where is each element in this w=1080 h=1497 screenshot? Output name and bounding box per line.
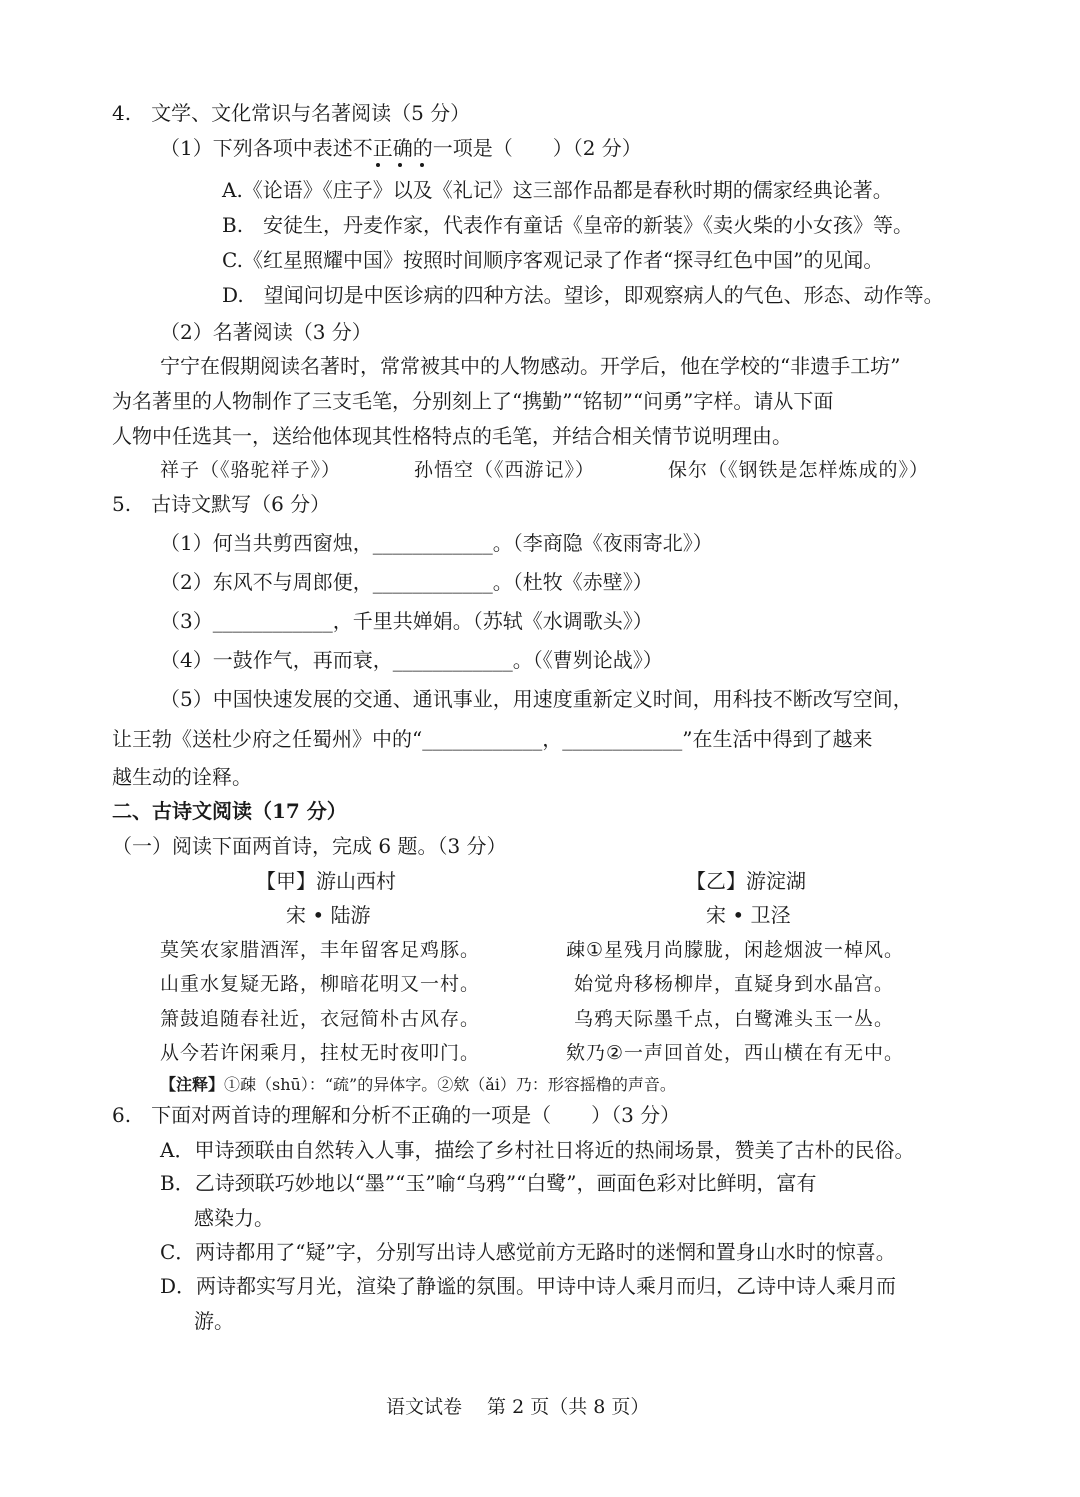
q5-item-1: （1）何当共剪西窗烛，____________。（李商隐《夜雨寄北》） xyxy=(160,531,713,555)
emphasis-dot xyxy=(398,163,402,167)
q5-item-2: （2）东风不与周郎便，____________。（杜牧《赤壁》） xyxy=(160,570,653,594)
q6-option-a: A．甲诗颈联由自然转入人事，描绘了乡村社日将近的热闹场景，赞美了古朴的民俗。 xyxy=(160,1138,915,1162)
q4-para-line: 为名著里的人物制作了三支毛笔，分别刻上了“携勤”“铭韧”“问勇”字样。请从下面 xyxy=(112,389,834,413)
q4-option-b: B. 安徒生，丹麦作家，代表作有童话《皇帝的新装》《卖火柴的小女孩》等。 xyxy=(222,213,914,237)
emphasis-dot xyxy=(420,163,424,167)
poem-a-line: 莫笑农家腊酒浑，丰年留客足鸡豚。 xyxy=(160,939,481,961)
q4-para-line: 宁宁在假期阅读名著时，常常被其中的人物感动。开学后，他在学校的“非遗手工坊” xyxy=(160,354,901,378)
q5-item-4: （4）一鼓作气，再而衰，____________。（《曹刿论战》） xyxy=(160,648,663,672)
q6-option-d: D．两诗都实写月光，渲染了静谧的氛围。甲诗中诗人乘月而归，乙诗中诗人乘月而 xyxy=(160,1274,897,1298)
q5-title: 5. 古诗文默写（6 分） xyxy=(112,492,331,516)
q5-item-5-line: （5）中国快速发展的交通、通讯事业，用速度重新定义时间，用科技不断改写空间， xyxy=(160,687,913,711)
q6-title: 6. 下面对两首诗的理解和分析不正确的一项是（ ）（3 分） xyxy=(112,1103,681,1127)
q6-option-b: B．乙诗颈联巧妙地以“墨”“玉”喻“乌鸦”“白鹭”，画面色彩对比鲜明，富有 xyxy=(160,1171,817,1195)
poem-a-title: 【甲】游山西村 xyxy=(256,869,396,893)
section2-sub1: （一）阅读下面两首诗，完成 6 题。（3 分） xyxy=(112,834,507,858)
q6-option-d-cont: 游。 xyxy=(194,1309,234,1333)
poem-b-line: 欸乃②一声回首处，西山横在有无中。 xyxy=(566,1042,905,1064)
page-footer: 语文试卷 第 2 页（共 8 页） xyxy=(386,1396,650,1418)
section2-title: 二、古诗文阅读（17 分） xyxy=(112,799,347,823)
emphasis-dot xyxy=(376,163,380,167)
character-xiangzi: 祥子（《骆驼祥子》） xyxy=(160,459,342,481)
poem-b-title: 【乙】游淀湖 xyxy=(686,869,806,893)
q5-item-3: （3）____________，千里共婵娟。（苏轼《水调歌头》） xyxy=(160,609,653,633)
poem-a-line: 山重水复疑无路，柳暗花明又一村。 xyxy=(160,973,481,995)
annotation-label: 【注释】 xyxy=(160,1075,225,1094)
q5-item-5-line: 让王勃《送杜少府之任蜀州》中的“____________，____________”在生活中得到了越来 xyxy=(112,727,873,751)
poem-a-line: 从今若许闲乘月，拄杖无时夜叩门。 xyxy=(160,1042,481,1064)
poem-a-author: 宋 • 陆游 xyxy=(286,903,371,927)
q4-option-c: C.《红星照耀中国》按照时间顺序客观记录了作者“探寻红色中国”的见闻。 xyxy=(222,248,884,272)
q4-para-line: 人物中任选其一，送给他体现其性格特点的毛笔，并结合相关情节说明理由。 xyxy=(112,424,792,448)
q4-option-d: D. 望闻问切是中医诊病的四种方法。望诊，即观察病人的气色、形态、动作等。 xyxy=(222,283,944,307)
poem-b-line: 始觉舟移杨柳岸，直疑身到水晶宫。 xyxy=(574,973,895,995)
poem-b-line: 乌鸦天际墨千点，白鹭滩头玉一丛。 xyxy=(574,1008,895,1030)
character-sunwukong: 孙悟空（《西游记》） xyxy=(414,459,596,481)
character-baoer: 保尔（《钢铁是怎样炼成的》） xyxy=(668,459,930,481)
q6-option-b-cont: 感染力。 xyxy=(194,1206,274,1230)
q4-title: 4. 文学、文化常识与名著阅读（5 分） xyxy=(112,101,471,125)
q4-sub1: （1）下列各项中表述不正确的一项是（ ）（2 分） xyxy=(160,136,642,160)
annotation-text: ①疎（shū）：“疏”的异体字。②欸（ǎi）乃：形容摇橹的声音。 xyxy=(224,1075,676,1094)
poem-b-author: 宋 • 卫泾 xyxy=(706,903,791,927)
annotation xyxy=(160,1071,676,1099)
q4-sub2: （2）名著阅读（3 分） xyxy=(160,320,372,344)
q4-option-a: A.《论语》《庄子》以及《礼记》这三部作品都是春秋时期的儒家经典论著。 xyxy=(222,178,893,202)
poem-b-line: 疎①星残月尚朦胧，闲趁烟波一棹风。 xyxy=(566,939,905,961)
q6-option-c: C．两诗都用了“疑”字，分别写出诗人感觉前方无路时的迷惘和置身山水时的惊喜。 xyxy=(160,1240,896,1264)
poem-a-line: 箫鼓追随春社近，衣冠简朴古风存。 xyxy=(160,1008,481,1030)
q5-item-5-line: 越生动的诠释。 xyxy=(112,765,252,789)
